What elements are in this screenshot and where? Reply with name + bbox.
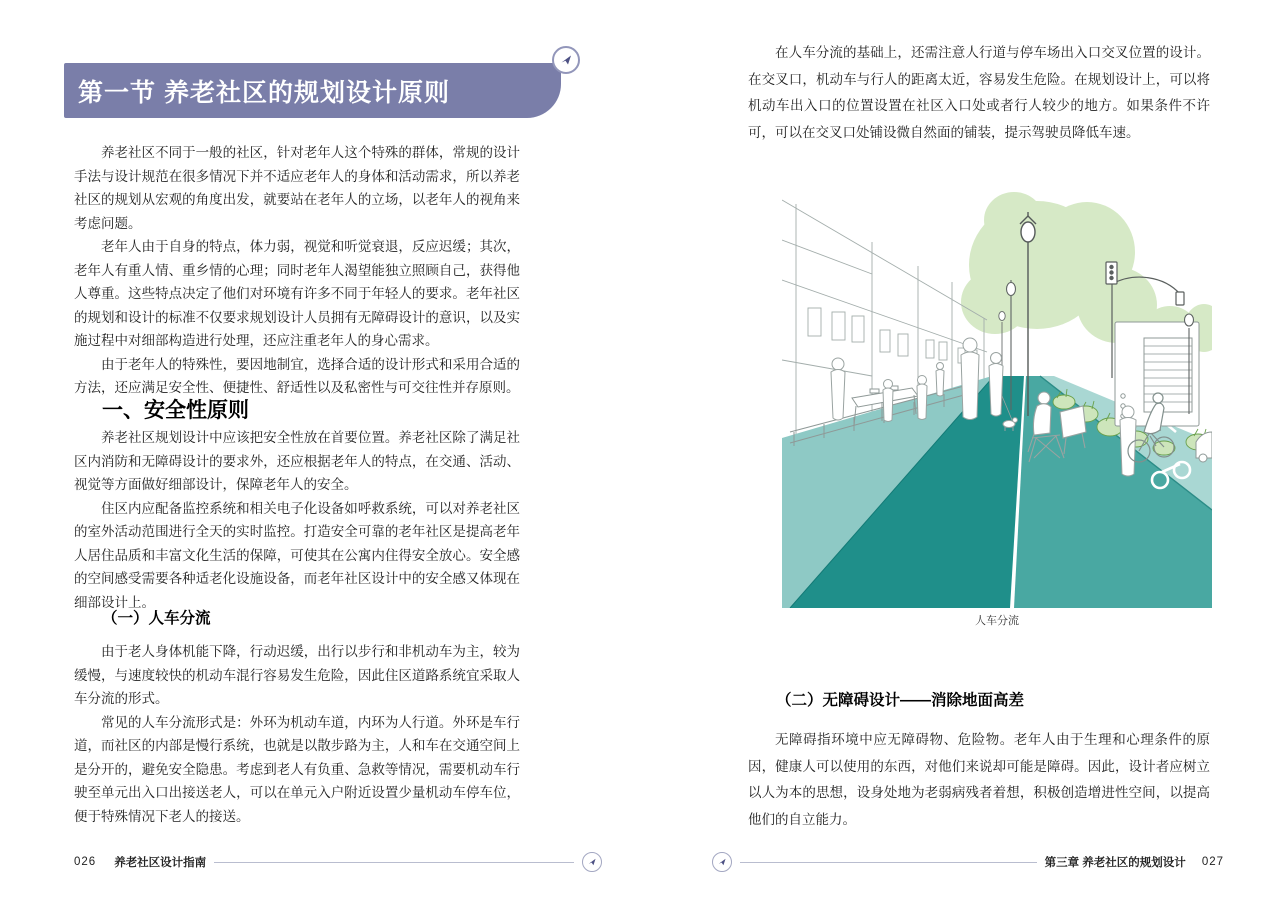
subsection-heading-barrier-free: （二）无障碍设计——消除地面高差	[776, 692, 1025, 709]
page-number: 027	[1201, 856, 1224, 868]
paragraph: 由于老人身体机能下降，行动迟缓，出行以步行和非机动车为主，较为缓慢，与速度较快的机动车混行容易发生危险，因此住区道路系统宜采取人车分流的形式。	[74, 644, 520, 706]
paragraph: 养老社区不同于一般的社区，针对老年人这个特殊的群体，常规的设计手法与设计规范在很多情况下并不适应老年人的身体和活动需求，所以养老社区的规划从宏观的角度出发，就要站在老年人的立场，以老年人的视角来考虑问题。	[74, 145, 520, 231]
footer-rule	[214, 862, 574, 863]
chapter-title: 第三章 养老社区的规划设计	[1044, 857, 1186, 869]
page-number: 026	[74, 856, 97, 868]
paper-plane-icon	[582, 852, 602, 872]
paragraph: 常见的人车分流形式是：外环为机动车道，内环为人行道。外环是车行道，而社区的内部是慢行系统，也就是以散步路为主，人和车在交通空间上是分开的，避免安全隐患。考虑到老人有负重、急救等情况，需要机动车行驶至单元出入口出接送老人，可以在单元入户附近设置少量机动车停车位，便于特殊情况下老人的接送。	[74, 714, 520, 824]
barrier-free-paragraph	[748, 727, 1210, 833]
safety-paragraphs	[74, 426, 520, 614]
separation-paragraphs	[74, 640, 520, 828]
section-heading-safety: 一、安全性原则	[102, 399, 249, 422]
section-title: 第一节 养老社区的规划设计原则	[78, 78, 450, 107]
paragraph: 由于老年人的特殊性，要因地制宜，选择合适的设计形式和采用合适的方法，还应满足安全性、便捷性、舒适性以及私密性与可交往性并存原则。	[74, 356, 520, 395]
left-intro-paragraphs	[74, 141, 520, 400]
right-footer	[712, 852, 1224, 872]
subsection-heading-separation: （一）人车分流	[102, 610, 211, 627]
paragraph: 无障碍指环境中应无障碍物、危险物。老年人由于生理和心理条件的原因，健康人可以使用的东西，对他们来说却可能是障碍。因此，设计者应树立以人为本的思想，设身处地为老弱病残者着想，积极创造增进性空间，以提高他们的自立能力。	[748, 732, 1210, 827]
footer-rule	[740, 862, 1037, 863]
paragraph: 养老社区规划设计中应该把安全性放在首要位置。养老社区除了满足社区内消防和无障碍设计的要求外，还应根据老年人的特点，在交通、活动、视觉等方面做好细部设计，保障老年人的安全。	[74, 430, 520, 492]
right-intro-paragraph	[748, 40, 1210, 146]
figure-caption: 人车分流	[975, 615, 1019, 627]
left-footer	[74, 852, 602, 872]
book-title: 养老社区设计指南	[114, 857, 207, 869]
paper-plane-icon	[552, 46, 580, 74]
figure-illustration	[782, 180, 1212, 608]
paragraph: 老年人由于自身的特点，体力弱，视觉和听觉衰退，反应迟缓；其次，老年人有重人情、重乡情的心理；同时老年人渴望能独立照顾自己，获得他人尊重。这些特点决定了他们对环境有许多不同于年轻人的要求。老年社区的规划和设计的标准不仅要求规划设计人员拥有无障碍设计的意识，以及实施过程中对细部构造进行处理，还应注重老年人的身心需求。	[74, 239, 520, 348]
paper-plane-icon	[712, 852, 732, 872]
chapter-banner	[64, 63, 561, 118]
paragraph: 在人车分流的基础上，还需注意人行道与停车场出入口交叉位置的设计。在交叉口，机动车与行人的距离太近，容易发生危险。在规划设计上，可以将机动车出入口的位置设置在社区入口处或者行人较少的地方。如果条件不许可，可以在交叉口处铺设微自然面的铺装，提示驾驶员降低车速。	[748, 45, 1210, 140]
banner-corner-icon-wrap	[552, 46, 580, 74]
paragraph: 住区内应配备监控系统和相关电子化设备如呼救系统，可以对养老社区的室外活动范围进行全天的实时监控。打造安全可靠的老年社区是提高老年人居住品质和丰富文化生活的保障，可使其在公寓内住得安全放心。安全感的空间感受需要各种适老化设施设备，而老年社区设计中的安全感又体现在细部设计上。	[74, 500, 520, 610]
